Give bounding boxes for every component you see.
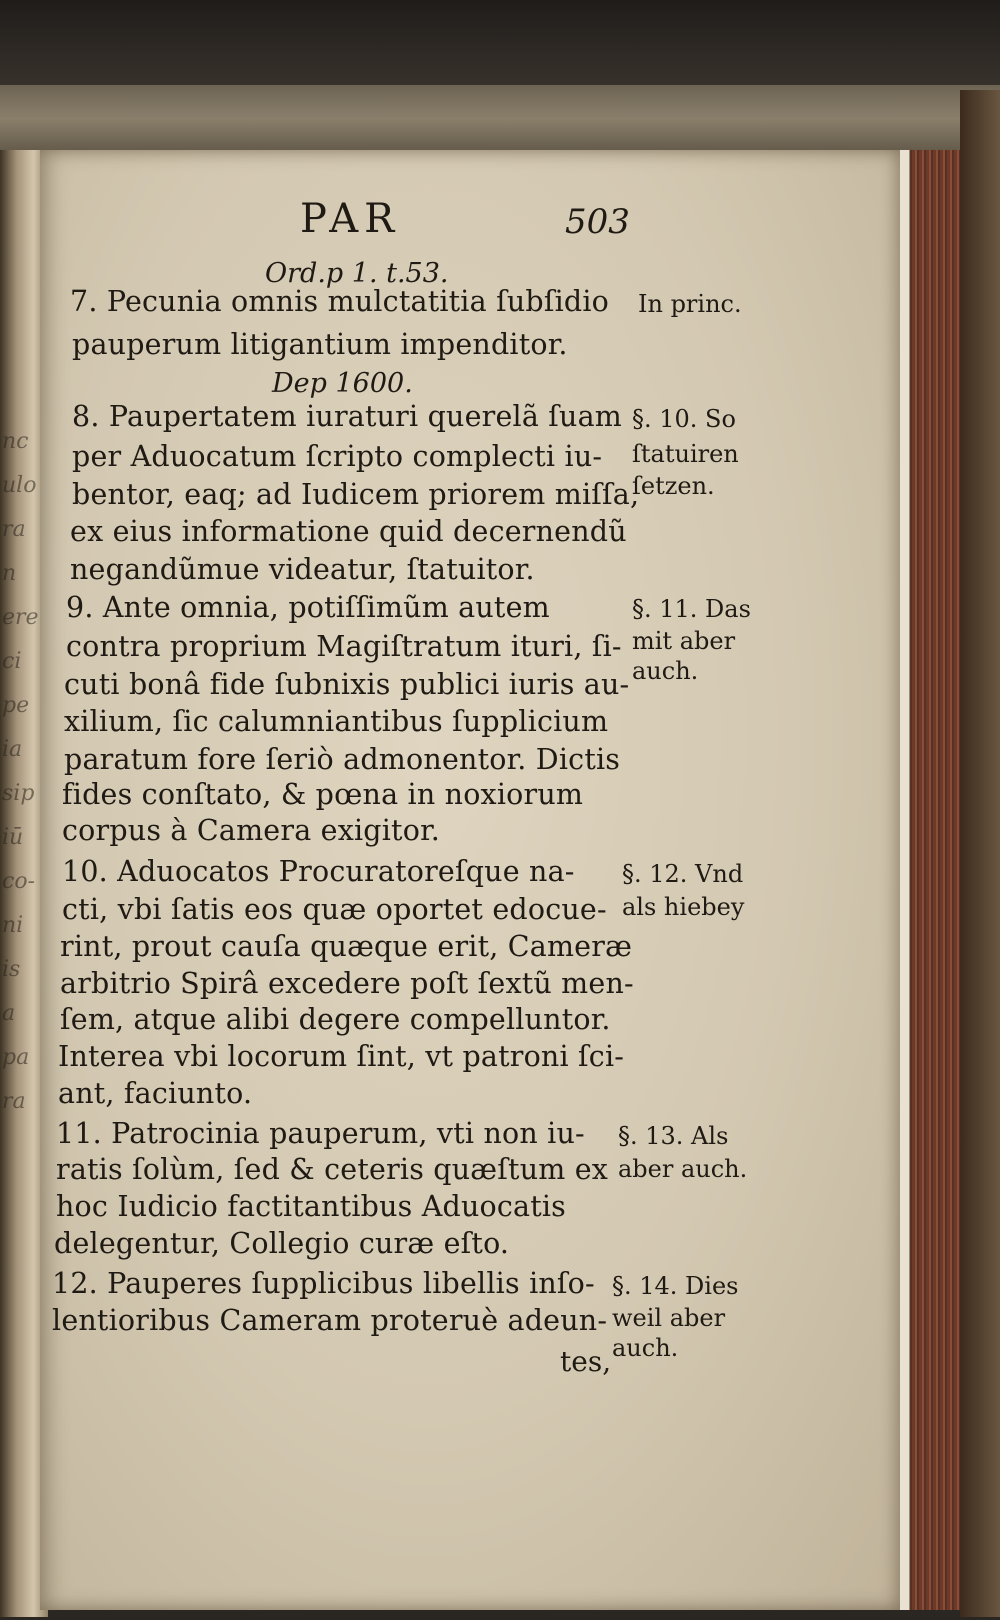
page-number: 503 xyxy=(565,202,630,242)
margin-note: auch. xyxy=(612,1334,679,1362)
facing-page-fragment: sip xyxy=(2,781,35,806)
text-line: xilium, ſic calumniantibus ſupplicium xyxy=(64,705,609,738)
text-line: fides conſtato, & pœna in noxiorum xyxy=(62,778,584,811)
text-line: cti, vbi ſatis eos quæ oportet edocue- xyxy=(62,893,607,926)
margin-note: §. 14. Dies xyxy=(612,1272,739,1300)
text-line: pauperum litigantium impenditor. xyxy=(72,328,568,361)
background xyxy=(0,0,1000,95)
text-line: 11. Patrocinia pauperum, vti non iu- xyxy=(56,1117,585,1150)
book-binding-top xyxy=(0,85,1000,160)
facing-page-fragment: is xyxy=(2,957,21,982)
catchword: tes, xyxy=(560,1345,612,1378)
facing-page-fragment: ere xyxy=(2,605,39,630)
text-line: rint, prout cauſa quæque erit, Cameræ xyxy=(60,930,633,963)
text-line: contra proprium Magiſtratum ituri, ſi- xyxy=(66,630,622,663)
facing-page-fragment: co- xyxy=(2,869,35,894)
text-line: paratum fore ſeriò admonentor. Dictis xyxy=(64,743,621,776)
margin-note: §. 11. Das xyxy=(632,595,751,623)
margin-note: §. 12. Vnd xyxy=(622,860,744,888)
text-line: ratis ſolùm, ſed & ceteris quæſtum ex xyxy=(56,1153,609,1186)
margin-note: ſetzen. xyxy=(632,472,715,500)
text-line: bentor, eaq; ad Iudicem priorem miſſa, xyxy=(72,478,640,511)
text-line: lentioribus Cameram proteruè adeun- xyxy=(52,1304,608,1337)
margin-note: auch. xyxy=(632,657,699,685)
reference-dep: Dep 1600. xyxy=(272,368,413,399)
text-line: ex eius informatione quid decernendũ xyxy=(70,515,627,548)
facing-page-fragment: ra xyxy=(2,517,26,542)
margin-note: §. 13. Als xyxy=(618,1122,729,1150)
text-line: 9. Ante omnia, potiſſimũm autem xyxy=(66,591,550,624)
margin-note: aber auch. xyxy=(618,1155,748,1183)
text-line: Interea vbi locorum ſint, vt patroni ſci- xyxy=(58,1040,625,1073)
text-line: ant, faciunto. xyxy=(58,1077,253,1110)
facing-page-fragment: pe xyxy=(2,693,30,718)
facing-page-fragment: ni xyxy=(2,913,24,938)
margin-note: als hiebey xyxy=(622,893,745,921)
facing-page-fragment: pa xyxy=(2,1045,30,1070)
facing-page-fragment: ci xyxy=(2,649,22,674)
running-head: PAR xyxy=(300,196,401,242)
margin-note: weil aber xyxy=(612,1304,726,1332)
text-line: corpus à Camera exigitor. xyxy=(62,814,441,847)
margin-note: ſtatuiren xyxy=(632,440,739,468)
facing-page-fragment: ia xyxy=(2,737,23,762)
facing-page-text-fragments xyxy=(2,420,39,1620)
reference-ord: Ord.p 1. t.53. xyxy=(265,258,449,289)
facing-page-fragment: nc xyxy=(2,429,29,454)
text-line: ſem, atque alibi degere compelluntor. xyxy=(60,1003,611,1036)
margin-note: §. 10. So xyxy=(632,405,736,433)
text-line: delegentur, Collegio curæ eſto. xyxy=(54,1227,510,1260)
text-line: per Aduocatum ſcripto complecti iu- xyxy=(72,440,603,473)
facing-page-fragment: n xyxy=(2,561,17,586)
text-line: cuti bonâ fide ſubnixis publici iuris au- xyxy=(64,668,630,701)
book-cover-edge xyxy=(960,90,1000,1617)
text-line: 10. Aduocatos Procuratoreſque na- xyxy=(62,855,575,888)
margin-note: In princ. xyxy=(638,290,742,318)
facing-page-fragment: ulo xyxy=(2,473,37,498)
facing-page-fragment: a xyxy=(2,1001,16,1026)
margin-note: mit aber xyxy=(632,627,736,655)
text-line: 8. Paupertatem iuraturi querelã ſuam xyxy=(72,400,623,433)
text-line: hoc Iudicio factitantibus Aduocatis xyxy=(56,1190,567,1223)
facing-page-fragment: ra xyxy=(2,1089,26,1114)
text-line: negandũmue videatur, ſtatuitor. xyxy=(70,553,535,586)
text-line: arbitrio Spirâ excedere poſt ſextũ men- xyxy=(60,967,634,1000)
text-line: 12. Pauperes ſupplicibus libellis inſo- xyxy=(52,1267,595,1300)
text-line: 7. Pecunia omnis mulctatitia ſubſidio xyxy=(70,285,610,318)
facing-page-fragment: iū xyxy=(2,825,24,850)
